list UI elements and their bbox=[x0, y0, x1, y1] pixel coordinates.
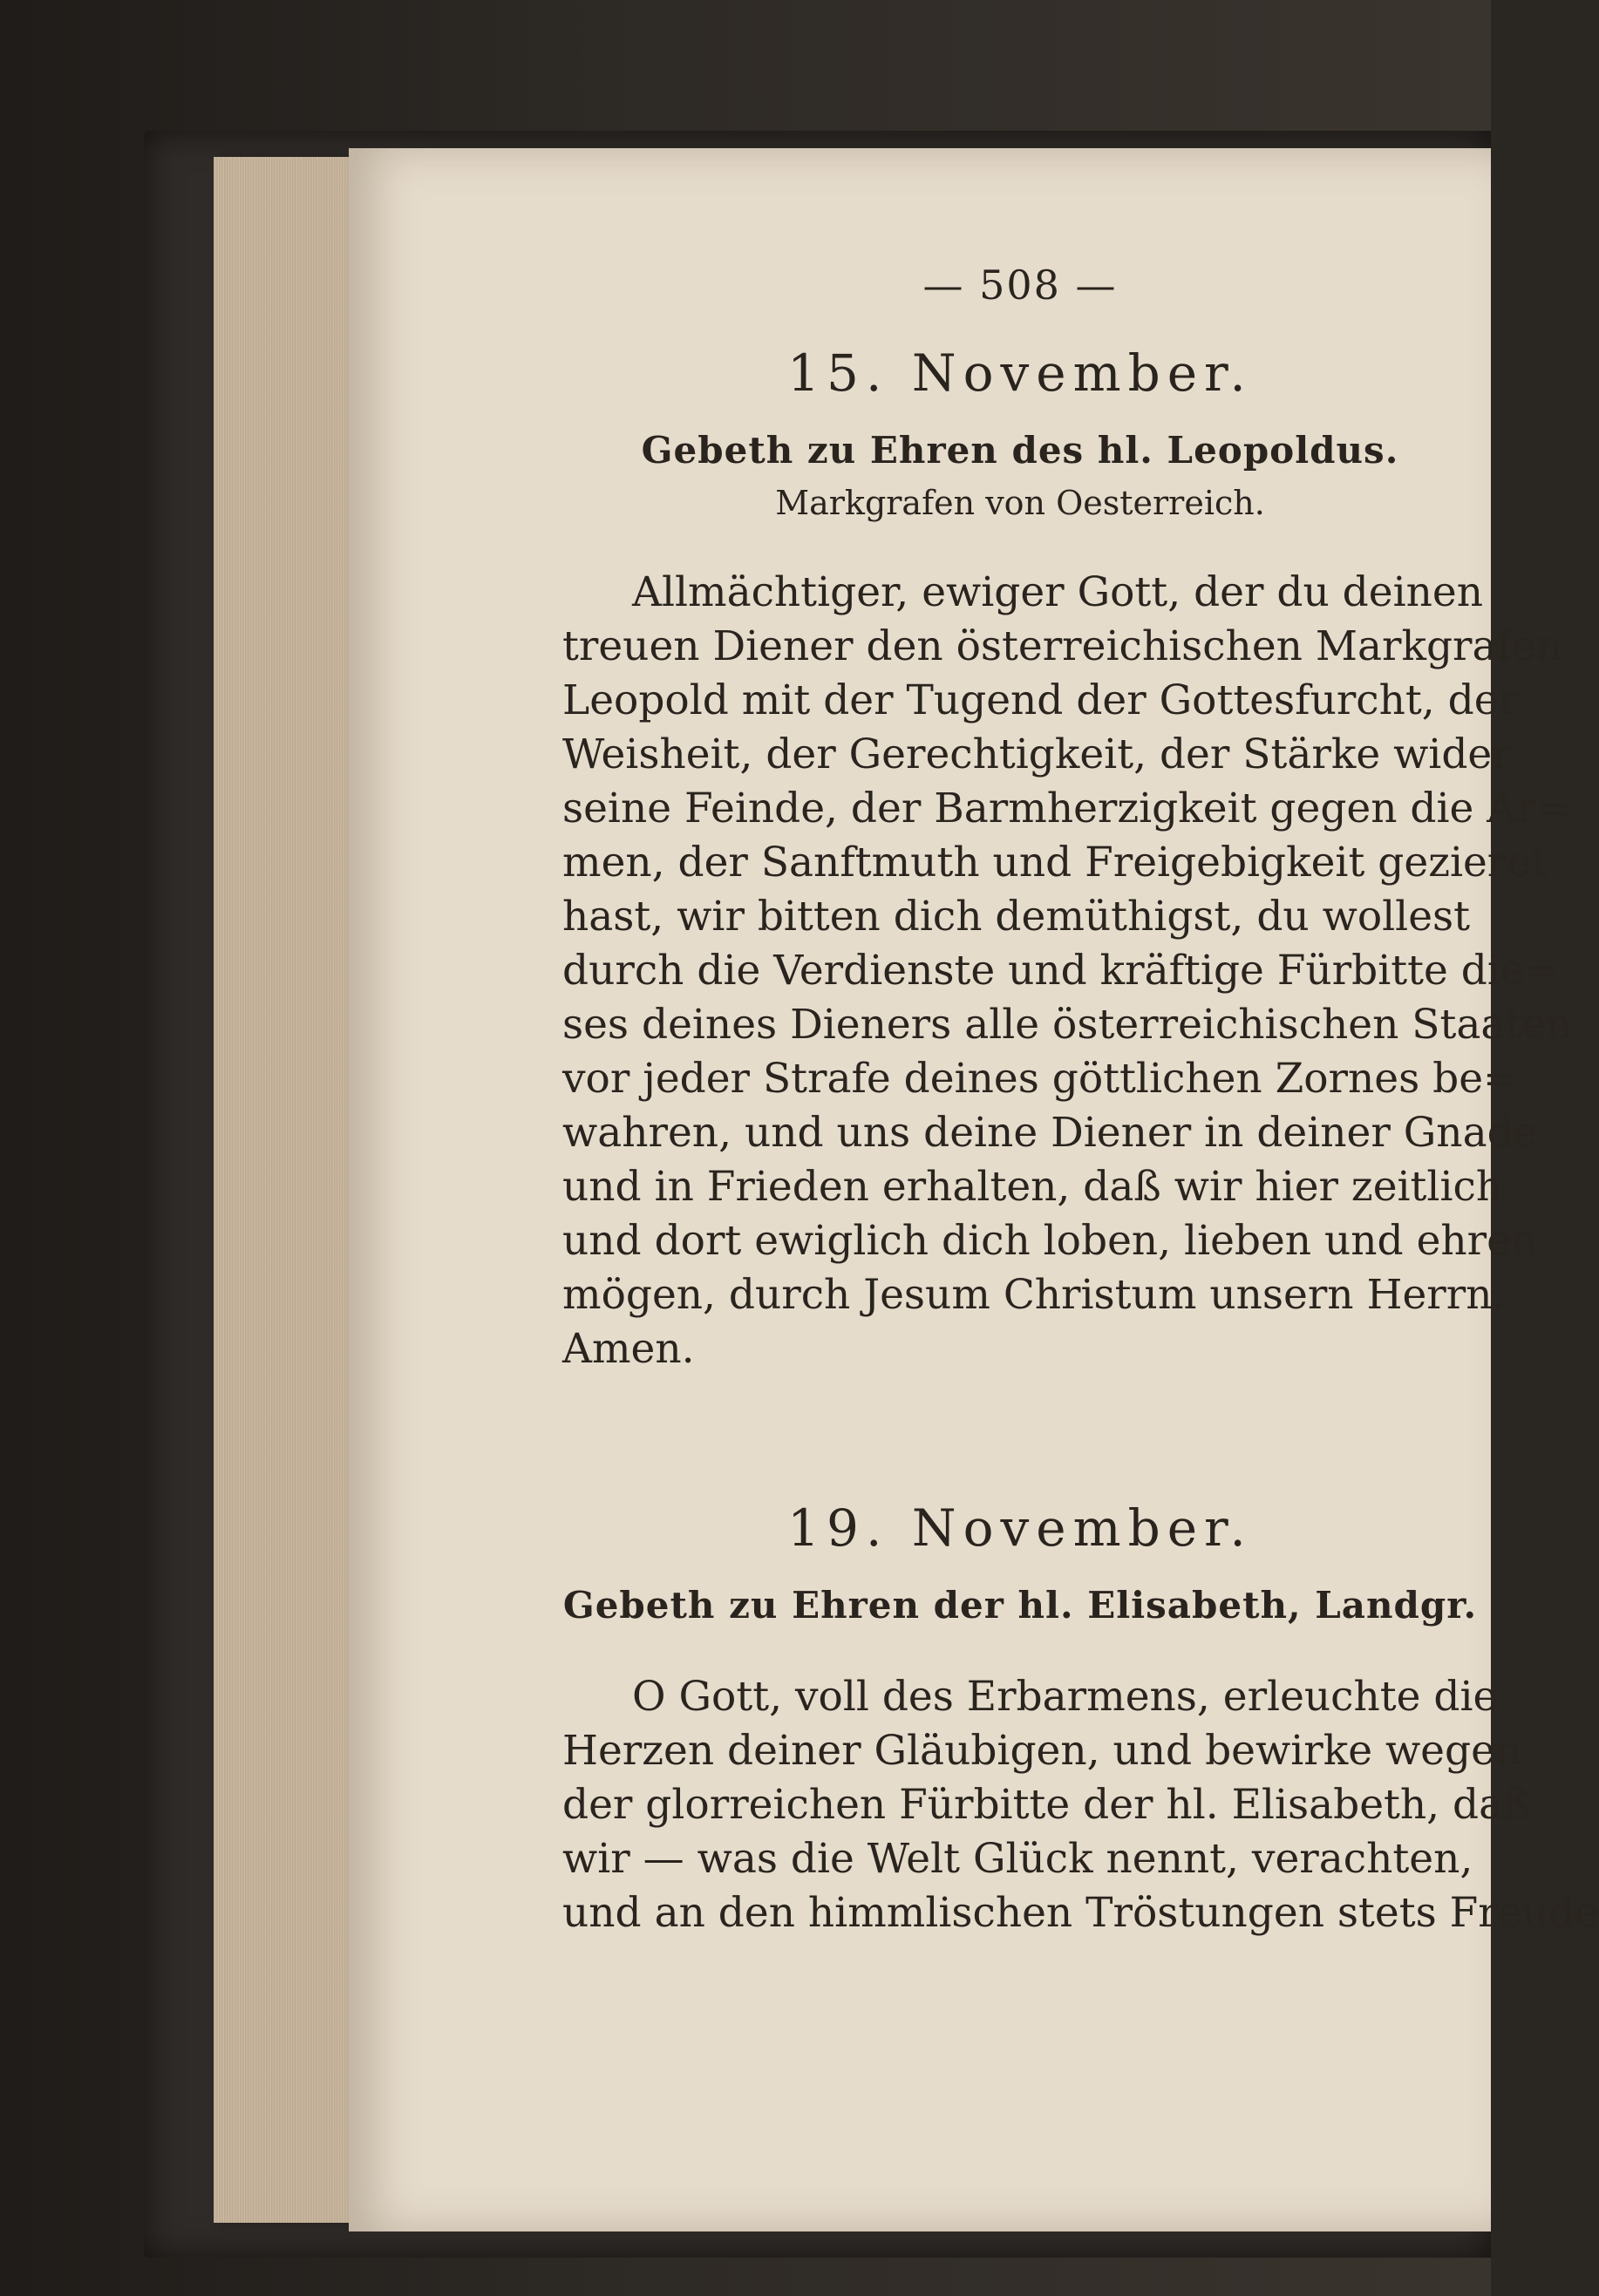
prayer-line: Herzen deiner Gläubigen, und bewirke wegen bbox=[562, 1727, 1522, 1775]
prayer-line: Amen. bbox=[562, 1325, 695, 1373]
page-edge bbox=[214, 157, 353, 2223]
prayer-line: hast, wir bitten dich demüthigst, du wollest bbox=[562, 893, 1471, 941]
prayer-line: wir — was die Welt Glück nennt, verachten, bbox=[562, 1835, 1473, 1883]
section-leopold bbox=[562, 343, 1573, 1376]
prayer-line: Allmächtiger, ewiger Gott, der du deinen bbox=[632, 568, 1483, 616]
prayer-line: durch die Verdienste und kräftige Fürbitte die= bbox=[562, 947, 1560, 995]
section-elisabeth bbox=[562, 1498, 1599, 1940]
prayer-line: vor jeder Strafe deines göttlichen Zornes be= bbox=[562, 1055, 1518, 1103]
prayer-line: Weisheit, der Gerechtigkeit, der Stärke wider bbox=[562, 730, 1512, 778]
prayer-text bbox=[562, 1670, 1599, 1940]
prayer-line: und dort ewiglich dich loben, lieben und ehren bbox=[562, 1217, 1538, 1265]
prayer-line: O Gott, voll des Erbarmens, erleuchte die bbox=[632, 1673, 1498, 1721]
prayer-line: der glorreichen Fürbitte der hl. Elisabeth, daß bbox=[562, 1781, 1531, 1829]
book-page bbox=[349, 148, 1599, 2231]
section-date: 19. November. bbox=[787, 1498, 1253, 1558]
prayer-text bbox=[562, 566, 1573, 1376]
section-subheading: Markgrafen von Oesterreich. bbox=[775, 484, 1265, 522]
prayer-line: seine Feinde, der Barmherzigkeit gegen die Ar= bbox=[562, 785, 1571, 832]
prayer-line: Leopold mit der Tugend der Gottesfurcht, der bbox=[562, 676, 1519, 724]
page-content bbox=[562, 262, 1599, 1940]
section-heading: Gebeth zu Ehren der hl. Elisabeth, Landgr. bbox=[562, 1584, 1478, 1627]
prayer-line: treuen Diener den österreichischen Markgrafen bbox=[562, 622, 1563, 670]
prayer-line: mögen, durch Jesum Christum unsern Herrn. bbox=[562, 1271, 1506, 1319]
prayer-line: und an den himmlischen Tröstungen stets Freude bbox=[562, 1889, 1599, 1937]
prayer-line: ses deines Dieners alle österreichischen Staaten bbox=[562, 1001, 1573, 1049]
section-date: 15. November. bbox=[787, 343, 1253, 403]
prayer-line: wahren, und uns deine Diener in deiner Gnade bbox=[562, 1109, 1538, 1157]
prayer-line: und in Frieden erhalten, daß wir hier zeitlich bbox=[562, 1163, 1503, 1211]
page-number: — 508 — bbox=[922, 262, 1118, 309]
section-heading: Gebeth zu Ehren des hl. Leopoldus. bbox=[641, 429, 1399, 472]
prayer-line: men, der Sanftmuth und Freigebigkeit gezieret bbox=[562, 839, 1548, 886]
